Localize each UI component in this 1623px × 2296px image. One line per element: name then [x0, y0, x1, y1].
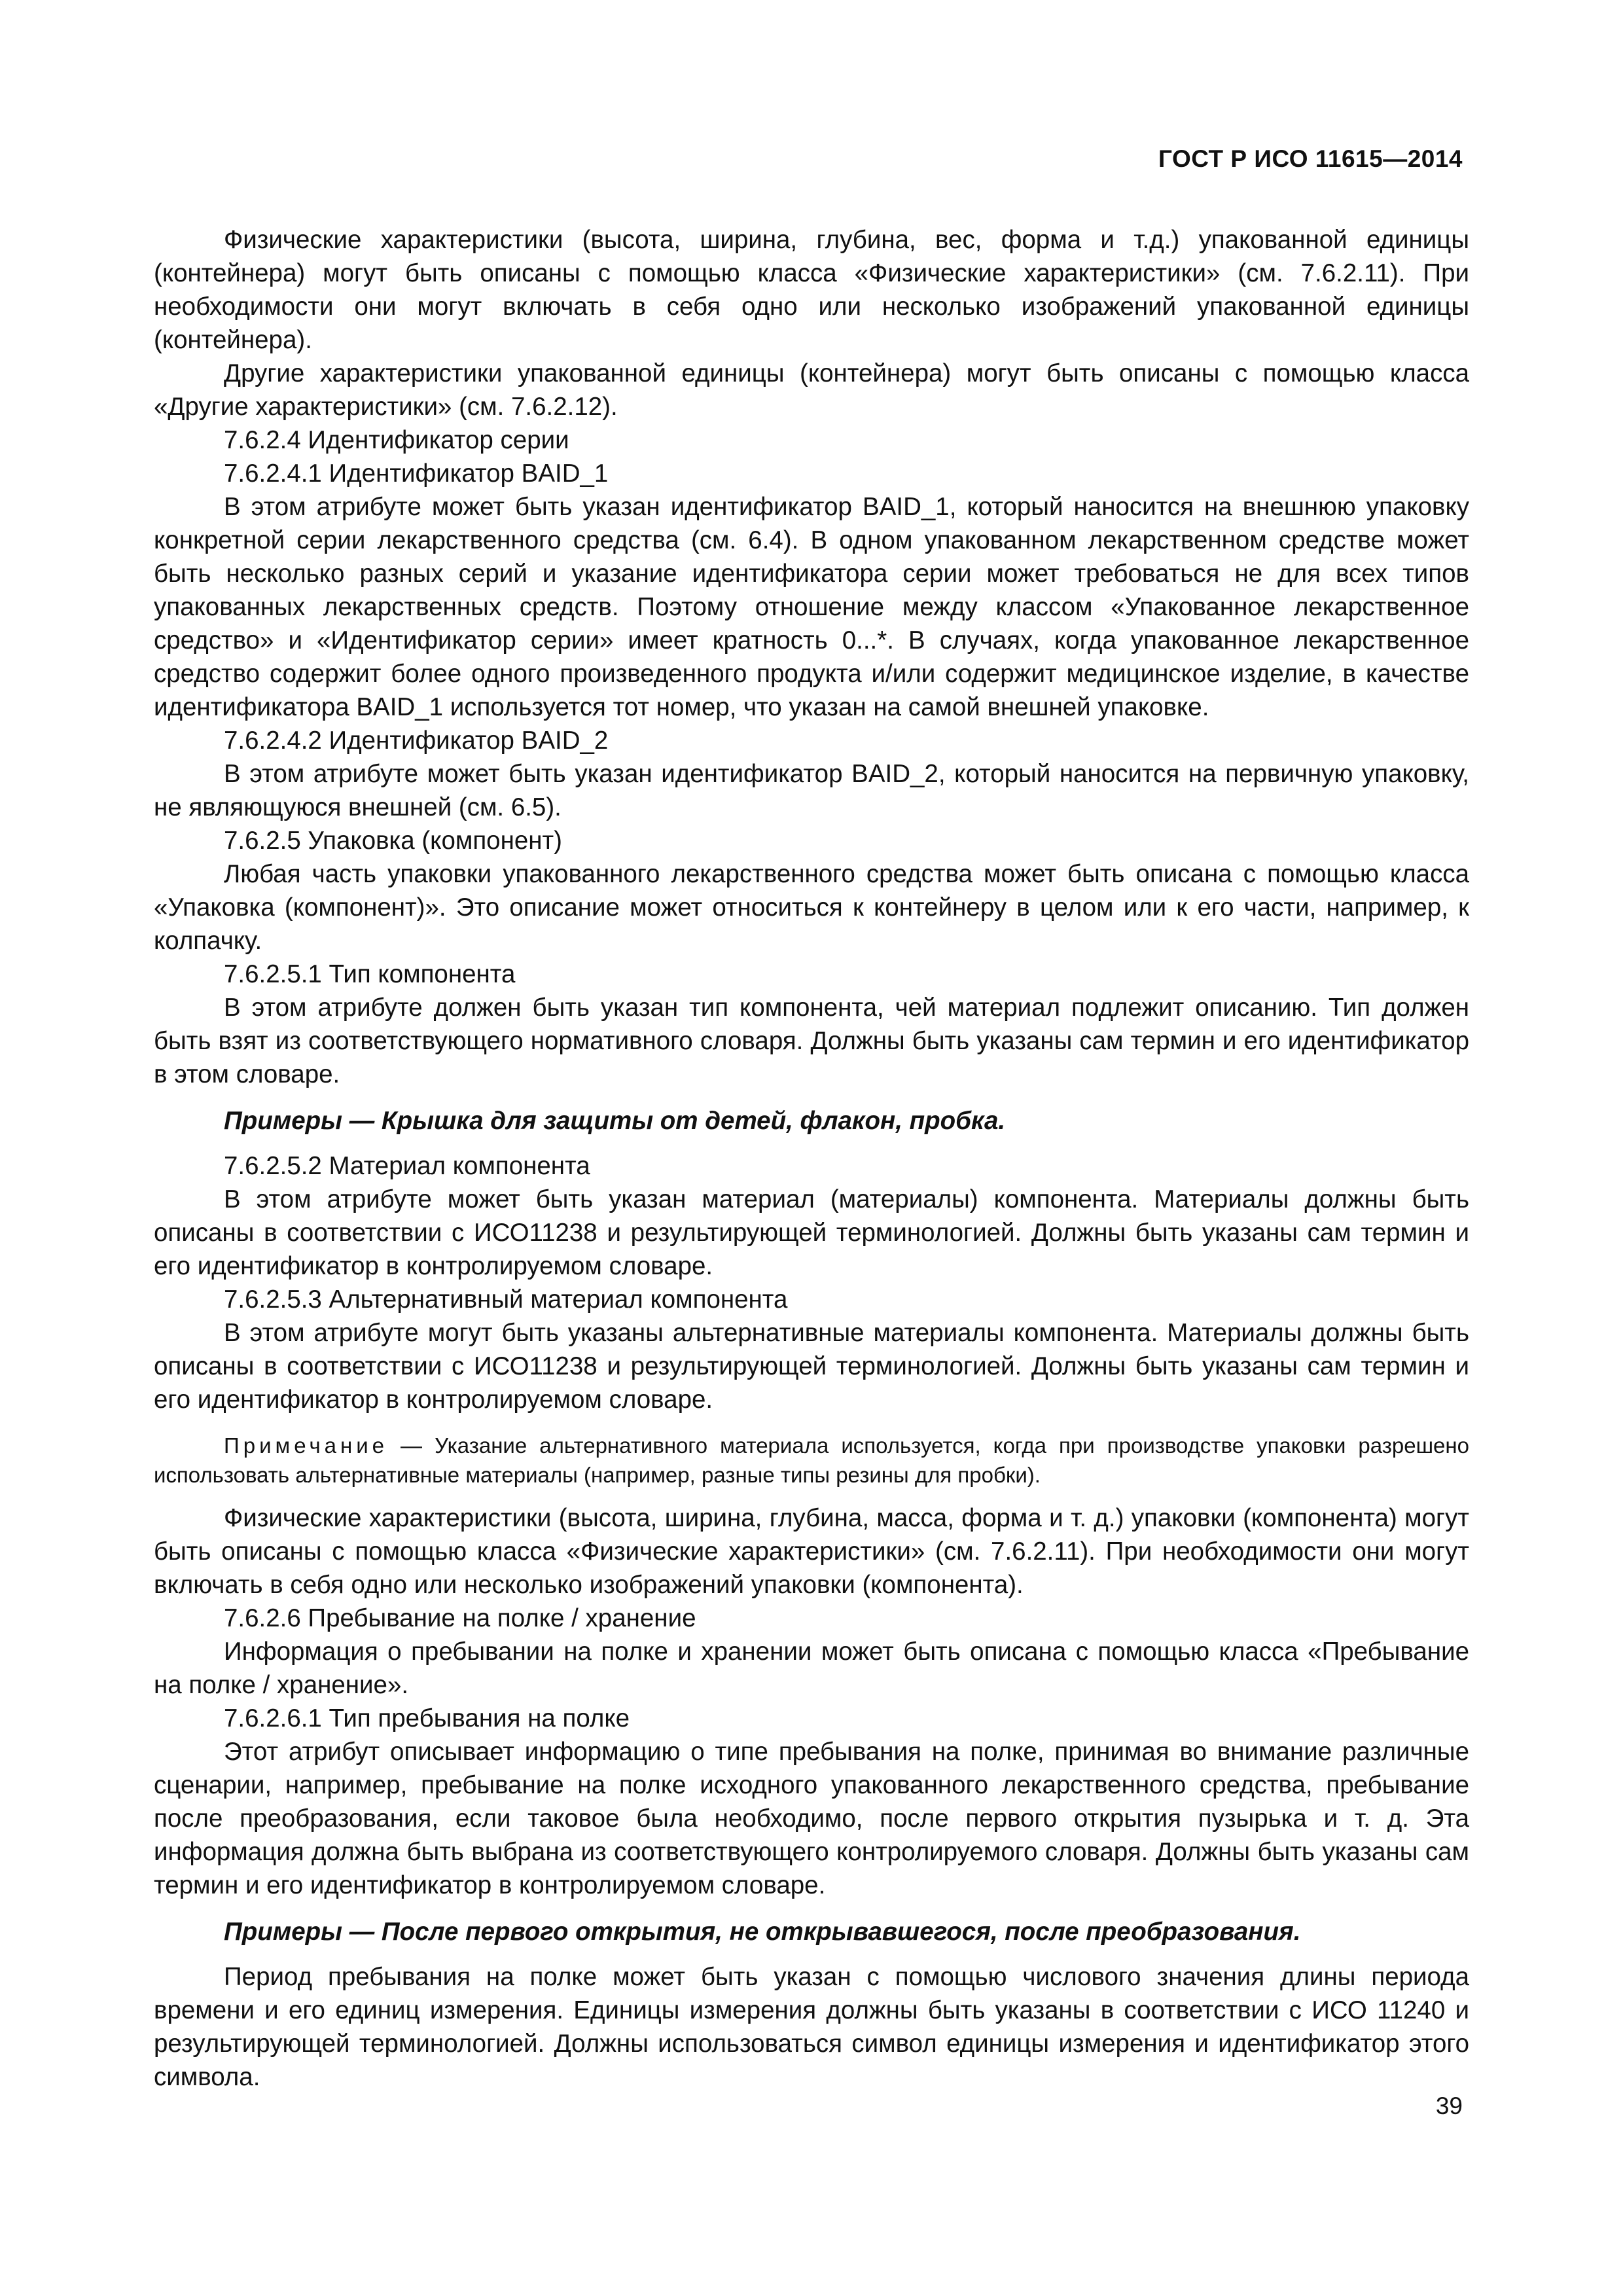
- page-body: [154, 223, 1469, 2094]
- paragraph: Любая часть упаковки упакованного лекарственного средства может быть описана с помощью класса «Упаковка (компонент)». Это описание может относиться к контейнеру в целом или к его части, например, к колпачку.: [154, 860, 1469, 955]
- note-text: — Указание альтернативного материала используется, когда при производстве упаковки разрешено использовать альтернативные материалы (например, разные типы резины для пробки).: [154, 1433, 1469, 1487]
- section-heading: 7.6.2.5 Упаковка (компонент): [224, 827, 562, 855]
- page-number: 39: [1435, 2092, 1463, 2119]
- paragraph: Другие характеристики упакованной единицы (контейнера) могут быть описаны с помощью класса «Другие характеристики» (см. 7.6.2.12).: [154, 359, 1469, 421]
- section-heading: 7.6.2.5.3 Альтернативный материал компонента: [224, 1285, 788, 1314]
- paragraph: В этом атрибуте может быть указан идентификатор BAID_1, который наносится на внешнюю упаковку конкретной серии лекарственного средства (см. 6.4). В одном упакованном лекарственном средстве может быть несколько разных серий и указание идентификатора серии может требоваться не для всех типов упакованных лекарственных средств. Поэтому отношение между классом «Упакованное лекарственное средство» и «Идентификатор серии» имеет кратность 0...*. В случаях, когда упакованное лекарственное средство содержит более одного произведенного продукта и/или содержит медицинское изделие, в качестве идентификатора BAID_1 используется тот номер, что указан на самой внешней упаковке.: [154, 493, 1469, 721]
- paragraph: В этом атрибуте может быть указан идентификатор BAID_2, который наносится на первичную упаковку, не являющуюся внешней (см. 6.5).: [154, 760, 1469, 821]
- paragraph: В этом атрибуте должен быть указан тип компонента, чей материал подлежит описанию. Тип должен быть взят из соответствующего нормативного словаря. Должны быть указаны сам термин и его идентификатор в этом словаре.: [154, 994, 1469, 1088]
- paragraph: Физические характеристики (высота, ширина, глубина, вес, форма и т.д.) упакованной единицы (контейнера) могут быть описаны с помощью класса «Физические характеристики» (см. 7.6.2.11). При необходимости они могут включать в себя одно или несколько изображений упакованной единицы (контейнера).: [154, 226, 1469, 354]
- section-heading: 7.6.2.4.2 Идентификатор BAID_2: [224, 726, 609, 755]
- paragraph: Этот атрибут описывает информацию о типе пребывания на полке, принимая во внимание различные сценарии, например, пребывание на полке исходного упакованного лекарственного средства, пребывание после преобразования, если таковое была необходимо, после первого открытия пузырька и т. д. Эта информация должна быть выбрана из соответствующего контролируемого словаря. Должны быть указаны сам термин и его идентификатор в контролируемом словаре.: [154, 1738, 1469, 1899]
- section-heading: 7.6.2.6 Пребывание на полке / хранение: [224, 1604, 696, 1632]
- paragraph: Физические характеристики (высота, ширина, глубина, масса, форма и т. д.) упаковки (компонента) могут быть описаны с помощью класса «Физические характеристики» (см. 7.6.2.11). При необходимости они могут включать в себя одно или несколько изображений упаковки (компонента).: [154, 1504, 1469, 1599]
- paragraph: В этом атрибуте могут быть указаны альтернативные материалы компонента. Материалы должны быть описаны в соответствии с ИСО11238 и результирующей терминологией. Должны быть указаны сам термин и его идентификатор в контролируемом словаре.: [154, 1319, 1469, 1414]
- section-heading: 7.6.2.5.2 Материал компонента: [224, 1152, 590, 1180]
- note: [154, 1431, 1469, 1490]
- examples-line: Примеры — Крышка для защиты от детей, флакон, пробка.: [224, 1107, 1006, 1135]
- note-label: Примечание: [224, 1433, 389, 1458]
- section-heading: 7.6.2.4.1 Идентификатор BAID_1: [224, 459, 609, 488]
- paragraph: Информация о пребывании на полке и хранении может быть описана с помощью класса «Пребывание на полке / хранение».: [154, 1638, 1469, 1699]
- section-heading: 7.6.2.4 Идентификатор серии: [224, 426, 569, 454]
- examples-line: Примеры — После первого открытия, не открывавшегося, после преобразования.: [224, 1918, 1301, 1946]
- paragraph: Период пребывания на полке может быть указан с помощью числового значения длины периода времени и его единиц измерения. Единицы измерения должны быть указаны в соответствии с ИСО 11240 и результирующей терминологией. Должны использоваться символ единицы измерения и идентификатор этого символа.: [154, 1963, 1469, 2091]
- document-header: ГОСТ Р ИСО 11615—2014: [1158, 145, 1463, 172]
- paragraph: В этом атрибуте может быть указан материал (материалы) компонента. Материалы должны быть описаны в соответствии с ИСО11238 и результирующей терминологией. Должны быть указаны сам термин и его идентификатор в контролируемом словаре.: [154, 1185, 1469, 1280]
- section-heading: 7.6.2.5.1 Тип компонента: [224, 960, 516, 988]
- section-heading: 7.6.2.6.1 Тип пребывания на полке: [224, 1704, 630, 1732]
